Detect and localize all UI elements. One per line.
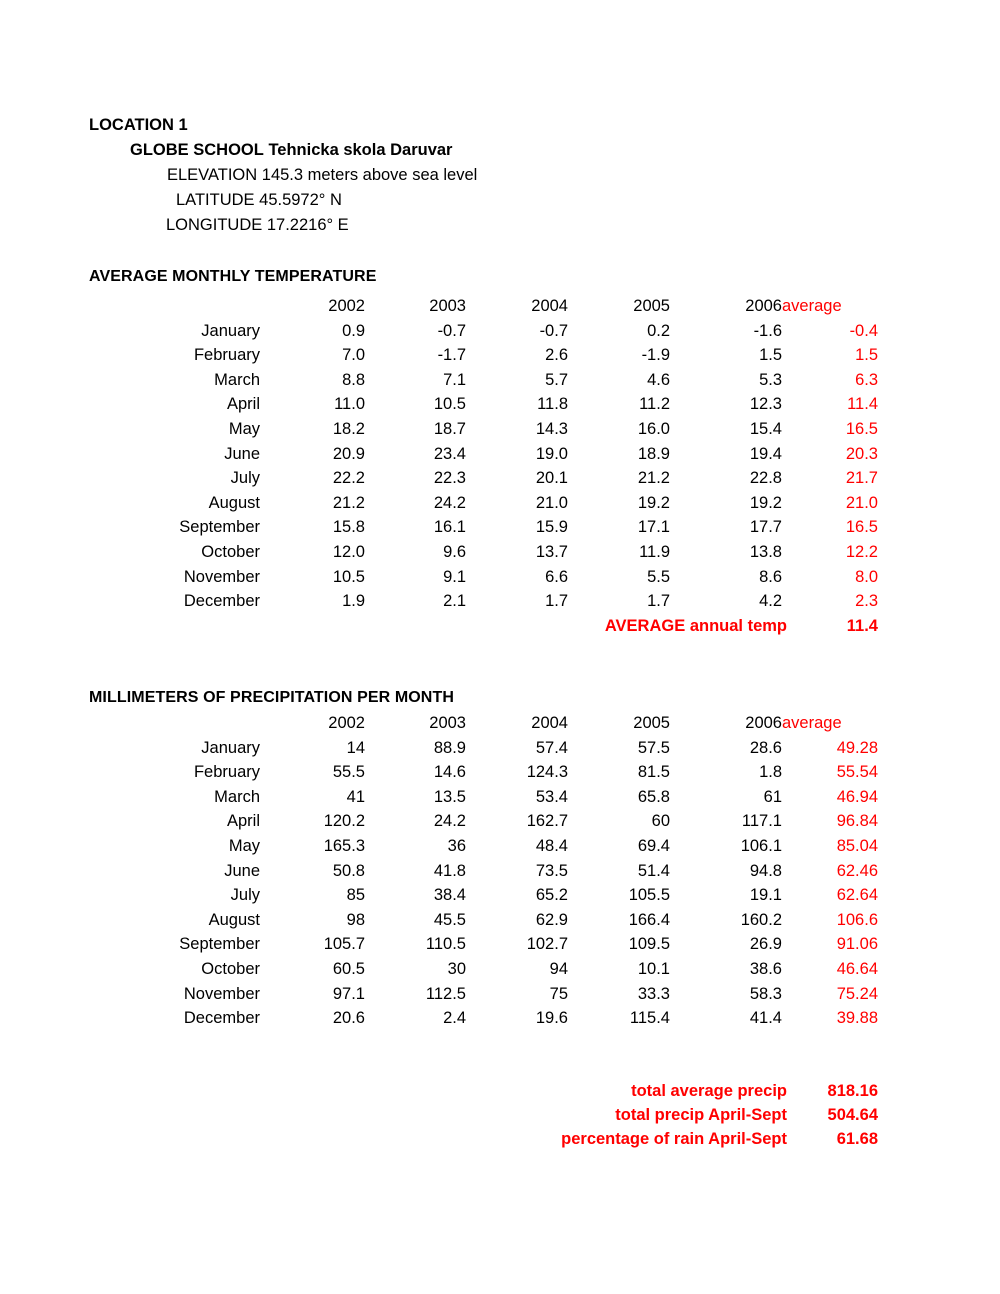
table-row: [0, 809, 878, 834]
precipitation-value-2003: 30: [447, 959, 466, 978]
temperature-value-2005: 5.5: [647, 567, 670, 586]
temperature-value-2004: 6.6: [545, 567, 568, 586]
precipitation-value-2004: 62.9: [535, 910, 568, 929]
table-row: [0, 932, 878, 957]
longitude-value: 17.2216° E: [266, 216, 349, 234]
temperature-value-average: 16.5: [845, 419, 878, 438]
temperature-value-2006: 1.5: [759, 346, 782, 365]
precipitation-value-average: 62.64: [836, 886, 878, 905]
temperature-value-2004: 20.1: [535, 469, 568, 488]
temperature-month-label: November: [183, 567, 260, 586]
precipitation-value-2006: 26.9: [749, 935, 782, 954]
temperature-table: [0, 294, 878, 614]
temperature-value-2004: 5.7: [545, 370, 568, 389]
precipitation-value-2006: 61: [763, 787, 782, 806]
temperature-value-2005: -1.9: [641, 346, 670, 365]
temperature-value-2006: 22.8: [749, 469, 782, 488]
temperature-month-label: January: [201, 321, 260, 340]
temperature-value-2002: 21.2: [332, 493, 365, 512]
temperature-value-average: 2.3: [855, 592, 878, 611]
temperature-value-average: 21.7: [845, 469, 878, 488]
temperature-value-2005: 19.2: [637, 493, 670, 512]
precipitation-value-2002: 55.5: [332, 763, 365, 782]
temperature-value-average: -0.4: [849, 321, 878, 340]
temperature-value-2005: 1.7: [647, 592, 670, 611]
temperature-value-2005: 11.9: [639, 542, 670, 561]
precipitation-month-label: January: [201, 738, 260, 757]
precipitation-month-label: April: [226, 812, 260, 831]
table-row: [0, 982, 878, 1007]
percentage-rain-april-sept-label: percentage of rain April-Sept: [561, 1130, 787, 1148]
temperature-value-average: 6.3: [855, 370, 878, 389]
temperature-value-2005: 17.1: [637, 518, 670, 537]
table-row: [0, 368, 878, 393]
precipitation-value-2006: 38.6: [749, 959, 782, 978]
total-precip-april-sept-label: total precip April-Sept: [615, 1106, 787, 1124]
temperature-value-average: 21.0: [845, 493, 878, 512]
location-title-line: [0, 113, 1000, 138]
table-row: [0, 540, 878, 565]
precipitation-header-2005: 2005: [633, 714, 670, 732]
precipitation-month-label: November: [183, 984, 260, 1003]
precipitation-value-2006: 58.3: [749, 984, 782, 1003]
table-row: [0, 736, 878, 761]
precipitation-value-2002: 98: [346, 910, 365, 929]
precipitation-value-2005: 166.4: [628, 910, 670, 929]
temperature-header-2002: 2002: [328, 297, 365, 315]
table-row: [0, 442, 878, 467]
precipitation-value-2002: 85: [346, 886, 365, 905]
precipitation-value-2003: 13.5: [433, 787, 466, 806]
temperature-value-average: 8.0: [855, 567, 878, 586]
temperature-value-2003: 9.1: [443, 567, 466, 586]
globe-school-name: Tehnicka skola Daruvar: [268, 141, 453, 159]
annual-average-temperature-label: AVERAGE annual temp: [604, 617, 787, 635]
precipitation-value-2006: 117.1: [741, 812, 782, 831]
annual-average-temperature-value: 11.4: [846, 617, 878, 635]
precipitation-header-blank: [0, 711, 260, 736]
temperature-value-2004: 19.0: [535, 444, 568, 463]
temperature-month-label: May: [228, 419, 260, 438]
precipitation-value-2002: 105.7: [323, 935, 365, 954]
temperature-value-2006: -1.6: [753, 321, 782, 340]
percentage-rain-april-sept-row: [0, 1127, 1000, 1152]
precipitation-value-2002: 120.2: [323, 812, 365, 831]
precipitation-value-2003: 14.6: [433, 763, 466, 782]
precipitation-value-2003: 2.4: [443, 1009, 466, 1028]
precipitation-value-2006: 28.6: [749, 738, 782, 757]
precipitation-header-2003: 2003: [429, 714, 466, 732]
globe-school-label: GLOBE SCHOOL: [130, 141, 264, 159]
temperature-header-blank: [0, 294, 260, 319]
precipitation-value-2005: 81.5: [637, 763, 670, 782]
precipitation-value-2004: 53.4: [535, 787, 568, 806]
total-precip-april-sept-value: 504.64: [827, 1106, 878, 1124]
temperature-value-average: 12.2: [845, 542, 878, 561]
precipitation-month-label: December: [183, 1009, 260, 1028]
temperature-value-2003: 24.2: [433, 493, 466, 512]
precipitation-header-2006: 2006: [745, 714, 782, 732]
location-title-label: LOCATION: [89, 116, 174, 134]
temperature-value-2004: -0.7: [539, 321, 568, 340]
precipitation-month-label: June: [224, 861, 260, 880]
elevation-label: ELEVATION: [167, 166, 258, 184]
longitude-line: [0, 213, 1000, 238]
temperature-value-2004: 11.8: [537, 395, 568, 414]
precipitation-section-title: MILLIMETERS OF PRECIPITATION PER MONTH: [89, 689, 454, 706]
precipitation-value-2004: 57.4: [535, 738, 568, 757]
table-row: [0, 834, 878, 859]
temperature-header-row: [0, 294, 878, 319]
temperature-month-label: December: [183, 592, 260, 611]
precipitation-value-average: 62.46: [836, 861, 878, 880]
temperature-value-2002: 12.0: [332, 542, 365, 561]
precipitation-value-2006: 1.8: [759, 763, 782, 782]
table-row: [0, 343, 878, 368]
temperature-value-average: 1.5: [855, 346, 878, 365]
precipitation-header-2004: 2004: [531, 714, 568, 732]
temperature-value-2004: 14.3: [535, 419, 568, 438]
temperature-value-2006: 8.6: [759, 567, 782, 586]
precipitation-value-2004: 73.5: [535, 861, 568, 880]
latitude-line: [0, 188, 1000, 213]
precipitation-value-2003: 45.5: [433, 910, 466, 929]
precipitation-value-2005: 65.8: [637, 787, 670, 806]
table-row: [0, 565, 878, 590]
precipitation-value-2004: 48.4: [535, 836, 568, 855]
percentage-rain-april-sept-value: 61.68: [836, 1130, 878, 1148]
elevation-line: [0, 163, 1000, 188]
annual-average-temperature-row: [0, 614, 1000, 639]
precipitation-value-2006: 19.1: [749, 886, 782, 905]
temperature-value-2006: 17.7: [749, 518, 782, 537]
temperature-value-2002: 18.2: [332, 419, 365, 438]
temperature-value-2002: 11.0: [334, 395, 365, 414]
precipitation-month-label: August: [208, 910, 260, 929]
precipitation-value-average: 49.28: [836, 738, 878, 757]
temperature-header-2005: 2005: [633, 297, 670, 315]
precipitation-value-2005: 60: [651, 812, 670, 831]
precipitation-table: [0, 711, 878, 1031]
temperature-value-2003: 10.5: [433, 395, 466, 414]
temperature-value-average: 16.5: [845, 518, 878, 537]
precipitation-value-2004: 19.6: [535, 1009, 568, 1028]
temperature-value-2002: 15.8: [332, 518, 365, 537]
precipitation-value-2003: 41.8: [433, 861, 466, 880]
precipitation-value-2005: 10.1: [637, 959, 670, 978]
precipitation-value-2003: 112.5: [425, 984, 466, 1003]
latitude-value: 45.5972° N: [259, 191, 342, 209]
temperature-month-label: September: [179, 518, 260, 537]
temperature-header-2004: 2004: [531, 297, 568, 315]
table-row: [0, 589, 878, 614]
temperature-value-2004: 2.6: [545, 346, 568, 365]
location-title-number: 1: [178, 116, 188, 134]
precipitation-value-2004: 75: [549, 984, 568, 1003]
precipitation-value-average: 85.04: [836, 836, 878, 855]
temperature-month-label: March: [214, 370, 260, 389]
total-average-precip-row: [0, 1079, 1000, 1104]
elevation-value: 145.3 meters above sea level: [261, 166, 478, 184]
table-row: [0, 859, 878, 884]
temperature-header-2006: 2006: [745, 297, 782, 315]
table-row: [0, 760, 878, 785]
total-average-precip-value: 818.16: [827, 1082, 878, 1100]
temperature-value-2006: 13.8: [749, 542, 782, 561]
total-average-precip-label: total average precip: [631, 1082, 787, 1100]
precipitation-value-2004: 162.7: [526, 812, 568, 831]
temperature-value-2005: 4.6: [647, 370, 670, 389]
precipitation-value-2002: 20.6: [332, 1009, 365, 1028]
precipitation-value-2003: 24.2: [433, 812, 466, 831]
temperature-value-2003: 18.7: [433, 419, 466, 438]
temperature-header-average: average: [782, 297, 842, 315]
precipitation-value-average: 91.06: [836, 935, 878, 954]
precipitation-value-2002: 97.1: [332, 984, 365, 1003]
temperature-value-2003: -0.7: [437, 321, 466, 340]
temperature-value-2004: 15.9: [535, 518, 568, 537]
precipitation-header-average: average: [782, 714, 842, 732]
table-row: [0, 515, 878, 540]
precipitation-value-2005: 115.4: [629, 1009, 670, 1028]
precipitation-header-row: [0, 711, 878, 736]
precipitation-value-2006: 94.8: [749, 861, 782, 880]
precipitation-month-label: March: [214, 787, 260, 806]
precipitation-value-average: 46.64: [836, 959, 878, 978]
temperature-value-2004: 1.7: [545, 592, 568, 611]
temperature-value-2006: 5.3: [759, 370, 782, 389]
precipitation-value-2002: 41: [346, 787, 365, 806]
temperature-value-2006: 12.3: [749, 395, 782, 414]
temperature-section-title: AVERAGE MONTHLY TEMPERATURE: [89, 268, 377, 285]
temperature-value-2003: 16.1: [433, 518, 466, 537]
precipitation-value-2004: 65.2: [535, 886, 568, 905]
temperature-month-label: August: [208, 493, 260, 512]
temperature-month-label: October: [201, 542, 260, 561]
precipitation-value-average: 55.54: [836, 763, 878, 782]
table-row: [0, 785, 878, 810]
temperature-value-2003: 7.1: [443, 370, 466, 389]
precipitation-month-label: July: [230, 886, 260, 905]
table-row: [0, 466, 878, 491]
precipitation-month-label: February: [193, 763, 260, 782]
precipitation-value-2002: 14: [346, 738, 365, 757]
temperature-header-2003: 2003: [429, 297, 466, 315]
precipitation-value-2004: 102.7: [526, 935, 568, 954]
temperature-value-2006: 19.4: [749, 444, 782, 463]
precipitation-header-2002: 2002: [328, 714, 365, 732]
precipitation-value-2002: 165.3: [323, 836, 365, 855]
table-row: [0, 491, 878, 516]
temperature-value-2002: 7.0: [342, 346, 365, 365]
table-row: [0, 908, 878, 933]
temperature-value-2003: 2.1: [443, 592, 466, 611]
table-row: [0, 392, 878, 417]
temperature-month-label: July: [230, 469, 260, 488]
location-header: [0, 113, 1000, 238]
globe-school-line: [0, 138, 1000, 163]
temperature-value-2002: 10.5: [332, 567, 365, 586]
temperature-month-label: June: [224, 444, 260, 463]
temperature-value-2003: 22.3: [433, 469, 466, 488]
precipitation-value-average: 106.6: [836, 910, 878, 929]
temperature-value-2004: 13.7: [535, 542, 568, 561]
temperature-value-2002: 20.9: [332, 444, 365, 463]
precipitation-month-label: May: [228, 836, 260, 855]
temperature-value-2005: 11.2: [639, 395, 670, 414]
precipitation-value-2002: 60.5: [332, 959, 365, 978]
table-row: [0, 319, 878, 344]
temperature-value-2002: 1.9: [342, 592, 365, 611]
longitude-label: LONGITUDE: [166, 216, 263, 234]
precipitation-value-average: 96.84: [836, 812, 878, 831]
temperature-value-2005: 0.2: [647, 321, 670, 340]
precipitation-value-2004: 94: [549, 959, 568, 978]
precipitation-value-2005: 105.5: [628, 886, 670, 905]
temperature-value-average: 11.4: [847, 395, 878, 414]
table-row: [0, 1006, 878, 1031]
temperature-value-average: 20.3: [845, 444, 878, 463]
temperature-value-2003: -1.7: [437, 346, 466, 365]
temperature-value-2002: 22.2: [332, 469, 365, 488]
temperature-value-2006: 19.2: [749, 493, 782, 512]
precipitation-value-2005: 51.4: [637, 861, 670, 880]
temperature-value-2005: 18.9: [637, 444, 670, 463]
table-row: [0, 883, 878, 908]
total-precip-april-sept-row: [0, 1103, 1000, 1128]
temperature-value-2003: 23.4: [433, 444, 466, 463]
precipitation-value-2003: 36: [447, 836, 466, 855]
temperature-value-2004: 21.0: [535, 493, 568, 512]
precipitation-value-2003: 110.5: [425, 935, 466, 954]
temperature-month-label: April: [226, 395, 260, 414]
precipitation-month-label: September: [179, 935, 260, 954]
temperature-value-2002: 8.8: [342, 370, 365, 389]
precipitation-value-2006: 160.2: [740, 910, 782, 929]
precipitation-value-2003: 88.9: [433, 738, 466, 757]
precipitation-value-2002: 50.8: [332, 861, 365, 880]
precipitation-value-2005: 33.3: [637, 984, 670, 1003]
precipitation-value-average: 46.94: [836, 787, 878, 806]
precipitation-month-label: October: [201, 959, 260, 978]
temperature-value-2005: 16.0: [637, 419, 670, 438]
precipitation-value-2004: 124.3: [526, 763, 568, 782]
temperature-value-2006: 4.2: [759, 592, 782, 611]
precipitation-value-average: 75.24: [836, 984, 878, 1003]
precipitation-value-2005: 57.5: [637, 738, 670, 757]
precipitation-value-2003: 38.4: [433, 886, 466, 905]
precipitation-value-2005: 109.5: [628, 935, 670, 954]
temperature-value-2002: 0.9: [342, 321, 365, 340]
precipitation-value-2005: 69.4: [637, 836, 670, 855]
precipitation-value-average: 39.88: [836, 1009, 878, 1028]
precipitation-value-2006: 41.4: [749, 1009, 782, 1028]
precipitation-value-2006: 106.1: [740, 836, 782, 855]
temperature-month-label: February: [193, 346, 260, 365]
table-row: [0, 957, 878, 982]
table-row: [0, 417, 878, 442]
temperature-value-2005: 21.2: [637, 469, 670, 488]
latitude-label: LATITUDE: [176, 191, 255, 209]
temperature-value-2006: 15.4: [749, 419, 782, 438]
temperature-value-2003: 9.6: [443, 542, 466, 561]
